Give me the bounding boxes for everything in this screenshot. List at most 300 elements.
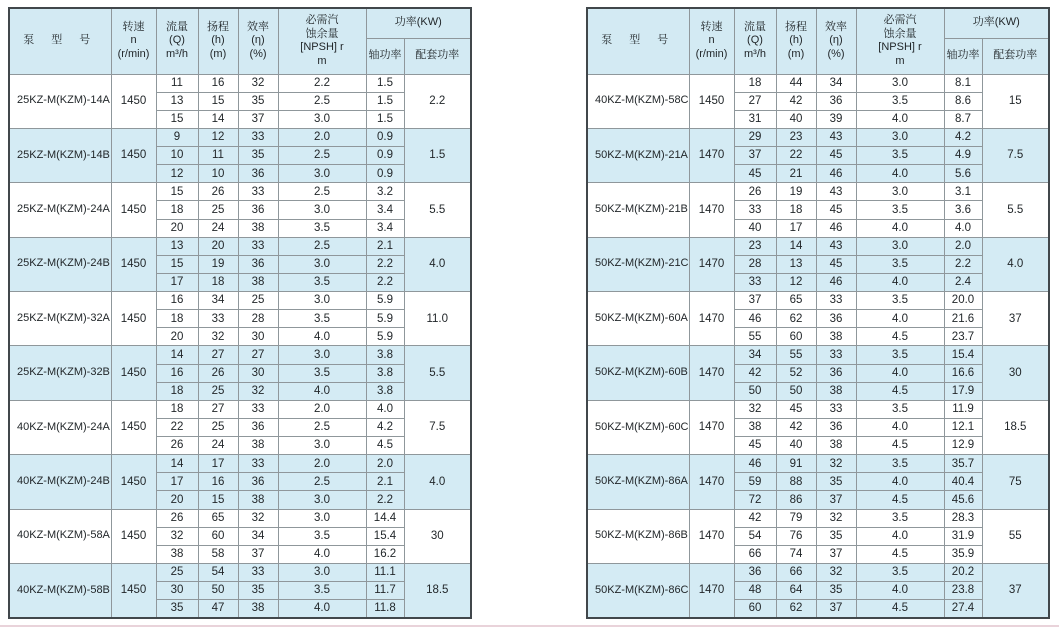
cell-speed: 1450 [111, 455, 156, 509]
cell-efficiency: 33 [816, 400, 856, 418]
cell-npsh: 2.0 [278, 128, 366, 146]
cell-npsh: 3.5 [856, 455, 944, 473]
cell-head: 11 [198, 147, 238, 165]
pump-data-row [587, 563, 1049, 581]
pump-data-row [9, 292, 471, 310]
cell-head: 25 [198, 382, 238, 400]
cell-head: 26 [198, 364, 238, 382]
cell-flow: 13 [156, 237, 198, 255]
cell-shaft-power: 1.5 [366, 74, 404, 92]
cell-flow: 17 [156, 273, 198, 291]
cell-npsh: 4.0 [856, 418, 944, 436]
cell-flow: 18 [156, 400, 198, 418]
cell-npsh: 3.0 [856, 128, 944, 146]
cell-flow: 10 [156, 147, 198, 165]
cell-efficiency: 38 [816, 328, 856, 346]
cell-efficiency: 37 [238, 545, 278, 563]
cell-shaft-power: 11.7 [366, 582, 404, 600]
cell-shaft-power: 35.9 [944, 545, 982, 563]
cell-npsh: 3.0 [856, 183, 944, 201]
cell-npsh: 3.5 [278, 273, 366, 291]
cell-efficiency: 35 [238, 582, 278, 600]
cell-head: 17 [776, 219, 816, 237]
pump-data-row [587, 455, 1049, 473]
cell-npsh: 4.0 [856, 473, 944, 491]
cell-shaft-power: 14.4 [366, 509, 404, 527]
cell-speed: 1450 [111, 400, 156, 454]
cell-flow: 40 [734, 219, 776, 237]
cell-head: 32 [198, 328, 238, 346]
cell-efficiency: 37 [816, 491, 856, 509]
cell-npsh: 3.0 [278, 346, 366, 364]
cell-speed: 1450 [111, 292, 156, 346]
cell-pump-model: 25KZ-M(KZM)-24B [9, 237, 111, 291]
cell-flow: 18 [734, 74, 776, 92]
cell-shaft-power: 3.8 [366, 346, 404, 364]
pump-data-row [9, 183, 471, 201]
cell-efficiency: 33 [238, 183, 278, 201]
cell-flow: 16 [156, 292, 198, 310]
cell-head: 27 [198, 346, 238, 364]
cell-head: 10 [198, 165, 238, 183]
cell-npsh: 3.5 [856, 255, 944, 273]
cell-efficiency: 36 [816, 92, 856, 110]
cell-npsh: 4.5 [856, 437, 944, 455]
cell-flow: 34 [734, 346, 776, 364]
cell-shaft-power: 3.8 [366, 382, 404, 400]
pump-data-row [587, 346, 1049, 364]
cell-npsh: 4.5 [856, 328, 944, 346]
cell-efficiency: 33 [816, 346, 856, 364]
cell-efficiency: 38 [238, 600, 278, 618]
cell-head: 86 [776, 491, 816, 509]
cell-efficiency: 33 [238, 563, 278, 581]
cell-flow: 42 [734, 509, 776, 527]
cell-shaft-power: 11.9 [944, 400, 982, 418]
header-shaft-power: 轴功率 [944, 38, 982, 74]
cell-head: 18 [198, 273, 238, 291]
cell-efficiency: 38 [238, 437, 278, 455]
cell-speed: 1470 [689, 509, 734, 563]
cell-efficiency: 34 [238, 527, 278, 545]
cell-shaft-power: 2.0 [366, 455, 404, 473]
cell-npsh: 3.0 [278, 509, 366, 527]
cell-shaft-power: 4.2 [366, 418, 404, 436]
cell-npsh: 4.5 [856, 491, 944, 509]
cell-npsh: 3.5 [278, 310, 366, 328]
cell-matched-power: 5.5 [404, 183, 471, 237]
cell-shaft-power: 2.2 [366, 273, 404, 291]
cell-head: 40 [776, 437, 816, 455]
cell-shaft-power: 12.9 [944, 437, 982, 455]
cell-flow: 35 [156, 600, 198, 618]
cell-npsh: 4.0 [278, 545, 366, 563]
cell-head: 25 [198, 201, 238, 219]
cell-shaft-power: 21.6 [944, 310, 982, 328]
cell-efficiency: 33 [238, 400, 278, 418]
cell-efficiency: 30 [238, 364, 278, 382]
cell-pump-model: 50KZ-M(KZM)-60C [587, 400, 689, 454]
cell-pump-model: 50KZ-M(KZM)-60B [587, 346, 689, 400]
cell-efficiency: 43 [816, 128, 856, 146]
cell-pump-model: 40KZ-M(KZM)-24B [9, 455, 111, 509]
cell-flow: 17 [156, 473, 198, 491]
cell-speed: 1450 [111, 509, 156, 563]
cell-matched-power: 11.0 [404, 292, 471, 346]
cell-flow: 55 [734, 328, 776, 346]
cell-head: 20 [198, 237, 238, 255]
header-head: 扬程 (h) (m) [776, 8, 816, 74]
header-npsh: 必需汽 蚀余量 [NPSH] r m [856, 8, 944, 74]
cell-pump-model: 40KZ-M(KZM)-58C [587, 74, 689, 128]
cell-npsh: 2.5 [278, 237, 366, 255]
cell-efficiency: 28 [238, 310, 278, 328]
cell-head: 60 [776, 328, 816, 346]
cell-flow: 27 [734, 92, 776, 110]
cell-speed: 1470 [689, 128, 734, 182]
cell-flow: 20 [156, 219, 198, 237]
cell-pump-model: 40KZ-M(KZM)-58B [9, 563, 111, 618]
cell-head: 15 [198, 491, 238, 509]
cell-efficiency: 46 [816, 165, 856, 183]
cell-flow: 42 [734, 364, 776, 382]
cell-flow: 66 [734, 545, 776, 563]
header-pump-model: 泵 型 号 [587, 8, 689, 74]
cell-npsh: 2.2 [278, 74, 366, 92]
cell-matched-power: 30 [982, 346, 1049, 400]
header-shaft-power: 轴功率 [366, 38, 404, 74]
cell-efficiency: 27 [238, 346, 278, 364]
cell-shaft-power: 3.1 [944, 183, 982, 201]
cell-efficiency: 38 [238, 219, 278, 237]
pump-data-row [587, 128, 1049, 146]
cell-efficiency: 36 [238, 473, 278, 491]
pump-data-row [9, 237, 471, 255]
pump-data-row [587, 400, 1049, 418]
cell-head: 23 [776, 128, 816, 146]
cell-efficiency: 34 [816, 74, 856, 92]
cell-efficiency: 45 [816, 255, 856, 273]
cell-matched-power: 4.0 [404, 237, 471, 291]
cell-npsh: 4.5 [856, 600, 944, 618]
cell-shaft-power: 2.1 [366, 237, 404, 255]
cell-head: 13 [776, 255, 816, 273]
cell-efficiency: 35 [238, 147, 278, 165]
cell-shaft-power: 2.1 [366, 473, 404, 491]
header-pump-model: 泵 型 号 [9, 8, 111, 74]
cell-head: 26 [198, 183, 238, 201]
cell-shaft-power: 0.9 [366, 147, 404, 165]
cell-matched-power: 5.5 [982, 183, 1049, 237]
cell-efficiency: 38 [816, 437, 856, 455]
cell-head: 34 [198, 292, 238, 310]
cell-flow: 32 [156, 527, 198, 545]
cell-npsh: 2.5 [278, 418, 366, 436]
cell-npsh: 2.5 [278, 147, 366, 165]
cell-npsh: 3.5 [856, 509, 944, 527]
cell-shaft-power: 4.2 [944, 128, 982, 146]
cell-efficiency: 33 [816, 292, 856, 310]
cell-head: 19 [776, 183, 816, 201]
cell-pump-model: 50KZ-M(KZM)-21C [587, 237, 689, 291]
cell-speed: 1450 [111, 346, 156, 400]
cell-flow: 18 [156, 201, 198, 219]
cell-flow: 26 [156, 437, 198, 455]
cell-shaft-power: 2.2 [366, 491, 404, 509]
cell-efficiency: 35 [816, 473, 856, 491]
cell-head: 14 [776, 237, 816, 255]
header-matched-power: 配套功率 [404, 38, 471, 74]
cell-npsh: 3.5 [278, 527, 366, 545]
cell-npsh: 4.5 [856, 545, 944, 563]
header-flow: 流量 (Q) m³/h [734, 8, 776, 74]
cell-head: 91 [776, 455, 816, 473]
cell-npsh: 3.0 [278, 165, 366, 183]
cell-pump-model: 40KZ-M(KZM)-24A [9, 400, 111, 454]
cell-matched-power: 5.5 [404, 346, 471, 400]
cell-efficiency: 38 [238, 491, 278, 509]
cell-flow: 28 [734, 255, 776, 273]
cell-speed: 1470 [689, 346, 734, 400]
cell-shaft-power: 2.2 [944, 255, 982, 273]
cell-head: 42 [776, 92, 816, 110]
cell-flow: 50 [734, 382, 776, 400]
cell-shaft-power: 1.5 [366, 92, 404, 110]
cell-flow: 46 [734, 310, 776, 328]
cell-efficiency: 32 [238, 509, 278, 527]
cell-npsh: 3.5 [856, 400, 944, 418]
cell-head: 58 [198, 545, 238, 563]
pump-data-row [587, 237, 1049, 255]
cell-efficiency: 37 [816, 600, 856, 618]
cell-matched-power: 15 [982, 74, 1049, 128]
cell-shaft-power: 5.9 [366, 310, 404, 328]
cell-speed: 1470 [689, 400, 734, 454]
cell-head: 65 [198, 509, 238, 527]
cell-pump-model: 50KZ-M(KZM)-86A [587, 455, 689, 509]
cell-flow: 36 [734, 563, 776, 581]
cell-speed: 1450 [689, 74, 734, 128]
cell-shaft-power: 1.5 [366, 110, 404, 128]
cell-head: 66 [776, 563, 816, 581]
cell-npsh: 3.5 [278, 364, 366, 382]
cell-shaft-power: 2.4 [944, 273, 982, 291]
cell-shaft-power: 3.8 [366, 364, 404, 382]
pump-data-row [587, 74, 1049, 92]
cell-head: 27 [198, 400, 238, 418]
cell-shaft-power: 11.1 [366, 563, 404, 581]
cell-flow: 23 [734, 237, 776, 255]
cell-flow: 26 [734, 183, 776, 201]
cell-pump-model: 50KZ-M(KZM)-86B [587, 509, 689, 563]
cell-flow: 32 [734, 400, 776, 418]
header-matched-power: 配套功率 [982, 38, 1049, 74]
cell-matched-power: 2.2 [404, 74, 471, 128]
cell-shaft-power: 27.4 [944, 600, 982, 618]
cell-shaft-power: 35.7 [944, 455, 982, 473]
cell-shaft-power: 40.4 [944, 473, 982, 491]
cell-shaft-power: 0.9 [366, 165, 404, 183]
cell-shaft-power: 17.9 [944, 382, 982, 400]
cell-flow: 38 [156, 545, 198, 563]
cell-pump-model: 25KZ-M(KZM)-32B [9, 346, 111, 400]
cell-flow: 15 [156, 183, 198, 201]
cell-head: 88 [776, 473, 816, 491]
cell-matched-power: 75 [982, 455, 1049, 509]
cell-npsh: 4.0 [278, 600, 366, 618]
cell-npsh: 3.0 [856, 74, 944, 92]
cell-shaft-power: 11.8 [366, 600, 404, 618]
header-flow: 流量 (Q) m³/h [156, 8, 198, 74]
cell-shaft-power: 31.9 [944, 527, 982, 545]
cell-shaft-power: 5.6 [944, 165, 982, 183]
cell-efficiency: 36 [238, 418, 278, 436]
cell-flow: 13 [156, 92, 198, 110]
cell-head: 44 [776, 74, 816, 92]
cell-flow: 11 [156, 74, 198, 92]
cell-pump-model: 50KZ-M(KZM)-21B [587, 183, 689, 237]
cell-shaft-power: 4.0 [944, 219, 982, 237]
cell-npsh: 4.0 [856, 165, 944, 183]
cell-shaft-power: 5.9 [366, 328, 404, 346]
cell-efficiency: 46 [816, 219, 856, 237]
cell-head: 24 [198, 437, 238, 455]
cell-shaft-power: 4.0 [366, 400, 404, 418]
cell-head: 50 [198, 582, 238, 600]
cell-efficiency: 45 [816, 201, 856, 219]
cell-head: 42 [776, 418, 816, 436]
cell-efficiency: 32 [816, 455, 856, 473]
header-efficiency: 效率 (η) (%) [238, 8, 278, 74]
cell-flow: 22 [156, 418, 198, 436]
pump-data-row [9, 400, 471, 418]
cell-head: 74 [776, 545, 816, 563]
cell-speed: 1450 [111, 563, 156, 618]
cell-npsh: 2.5 [278, 473, 366, 491]
cell-efficiency: 35 [816, 582, 856, 600]
cell-npsh: 4.0 [278, 328, 366, 346]
cell-head: 52 [776, 364, 816, 382]
cell-efficiency: 32 [238, 382, 278, 400]
cell-head: 79 [776, 509, 816, 527]
cell-npsh: 4.0 [856, 364, 944, 382]
cell-flow: 14 [156, 455, 198, 473]
pump-data-row [587, 183, 1049, 201]
cell-flow: 45 [734, 165, 776, 183]
cell-matched-power: 30 [404, 509, 471, 563]
cell-efficiency: 33 [238, 237, 278, 255]
cell-efficiency: 36 [816, 310, 856, 328]
cell-head: 22 [776, 147, 816, 165]
cell-head: 55 [776, 346, 816, 364]
cell-head: 16 [198, 74, 238, 92]
cell-shaft-power: 23.7 [944, 328, 982, 346]
cell-speed: 1450 [111, 237, 156, 291]
cell-efficiency: 32 [238, 74, 278, 92]
cell-head: 54 [198, 563, 238, 581]
cell-npsh: 3.5 [856, 292, 944, 310]
pump-data-row [9, 128, 471, 146]
cell-flow: 60 [734, 600, 776, 618]
cell-efficiency: 36 [238, 165, 278, 183]
cell-flow: 33 [734, 273, 776, 291]
cell-speed: 1450 [111, 183, 156, 237]
cell-matched-power: 37 [982, 292, 1049, 346]
cell-efficiency: 33 [238, 128, 278, 146]
cell-npsh: 4.0 [856, 582, 944, 600]
cell-head: 50 [776, 382, 816, 400]
cell-npsh: 3.5 [856, 92, 944, 110]
cell-matched-power: 4.0 [404, 455, 471, 509]
cell-efficiency: 36 [816, 364, 856, 382]
cell-npsh: 3.0 [278, 491, 366, 509]
cell-head: 64 [776, 582, 816, 600]
pump-data-row [9, 346, 471, 364]
cell-speed: 1470 [689, 183, 734, 237]
cell-efficiency: 37 [816, 545, 856, 563]
cell-flow: 15 [156, 255, 198, 273]
cell-head: 45 [776, 400, 816, 418]
cell-shaft-power: 8.1 [944, 74, 982, 92]
pump-data-row [587, 509, 1049, 527]
cell-head: 62 [776, 600, 816, 618]
cell-flow: 72 [734, 491, 776, 509]
cell-flow: 20 [156, 491, 198, 509]
header-speed: 转速 n (r/min) [689, 8, 734, 74]
cell-shaft-power: 4.5 [366, 437, 404, 455]
pump-data-row [9, 455, 471, 473]
cell-flow: 14 [156, 346, 198, 364]
cell-shaft-power: 16.6 [944, 364, 982, 382]
cell-head: 60 [198, 527, 238, 545]
cell-flow: 31 [734, 110, 776, 128]
cell-flow: 54 [734, 527, 776, 545]
cell-shaft-power: 5.9 [366, 292, 404, 310]
cell-shaft-power: 23.8 [944, 582, 982, 600]
header-power: 功率(KW) [366, 8, 471, 38]
cell-efficiency: 38 [816, 382, 856, 400]
cell-matched-power: 37 [982, 563, 1049, 618]
header-efficiency: 效率 (η) (%) [816, 8, 856, 74]
cell-npsh: 3.5 [278, 582, 366, 600]
cell-npsh: 3.0 [278, 201, 366, 219]
cell-shaft-power: 0.9 [366, 128, 404, 146]
cell-shaft-power: 16.2 [366, 545, 404, 563]
cell-efficiency: 38 [238, 273, 278, 291]
cell-head: 24 [198, 219, 238, 237]
cell-shaft-power: 15.4 [366, 527, 404, 545]
cell-npsh: 4.0 [856, 310, 944, 328]
cell-efficiency: 46 [816, 273, 856, 291]
cell-flow: 15 [156, 110, 198, 128]
header-npsh: 必需汽 蚀余量 [NPSH] r m [278, 8, 366, 74]
cell-head: 17 [198, 455, 238, 473]
pump-spec-table-right [586, 7, 1050, 619]
cell-speed: 1470 [689, 455, 734, 509]
cell-matched-power: 18.5 [982, 400, 1049, 454]
pump-data-row [9, 563, 471, 581]
cell-shaft-power: 3.6 [944, 201, 982, 219]
cell-shaft-power: 8.6 [944, 92, 982, 110]
cell-speed: 1450 [111, 74, 156, 128]
cell-shaft-power: 2.2 [366, 255, 404, 273]
cell-head: 76 [776, 527, 816, 545]
cell-pump-model: 25KZ-M(KZM)-24A [9, 183, 111, 237]
pump-data-row [587, 292, 1049, 310]
cell-efficiency: 36 [816, 418, 856, 436]
cell-head: 12 [198, 128, 238, 146]
cell-head: 16 [198, 473, 238, 491]
